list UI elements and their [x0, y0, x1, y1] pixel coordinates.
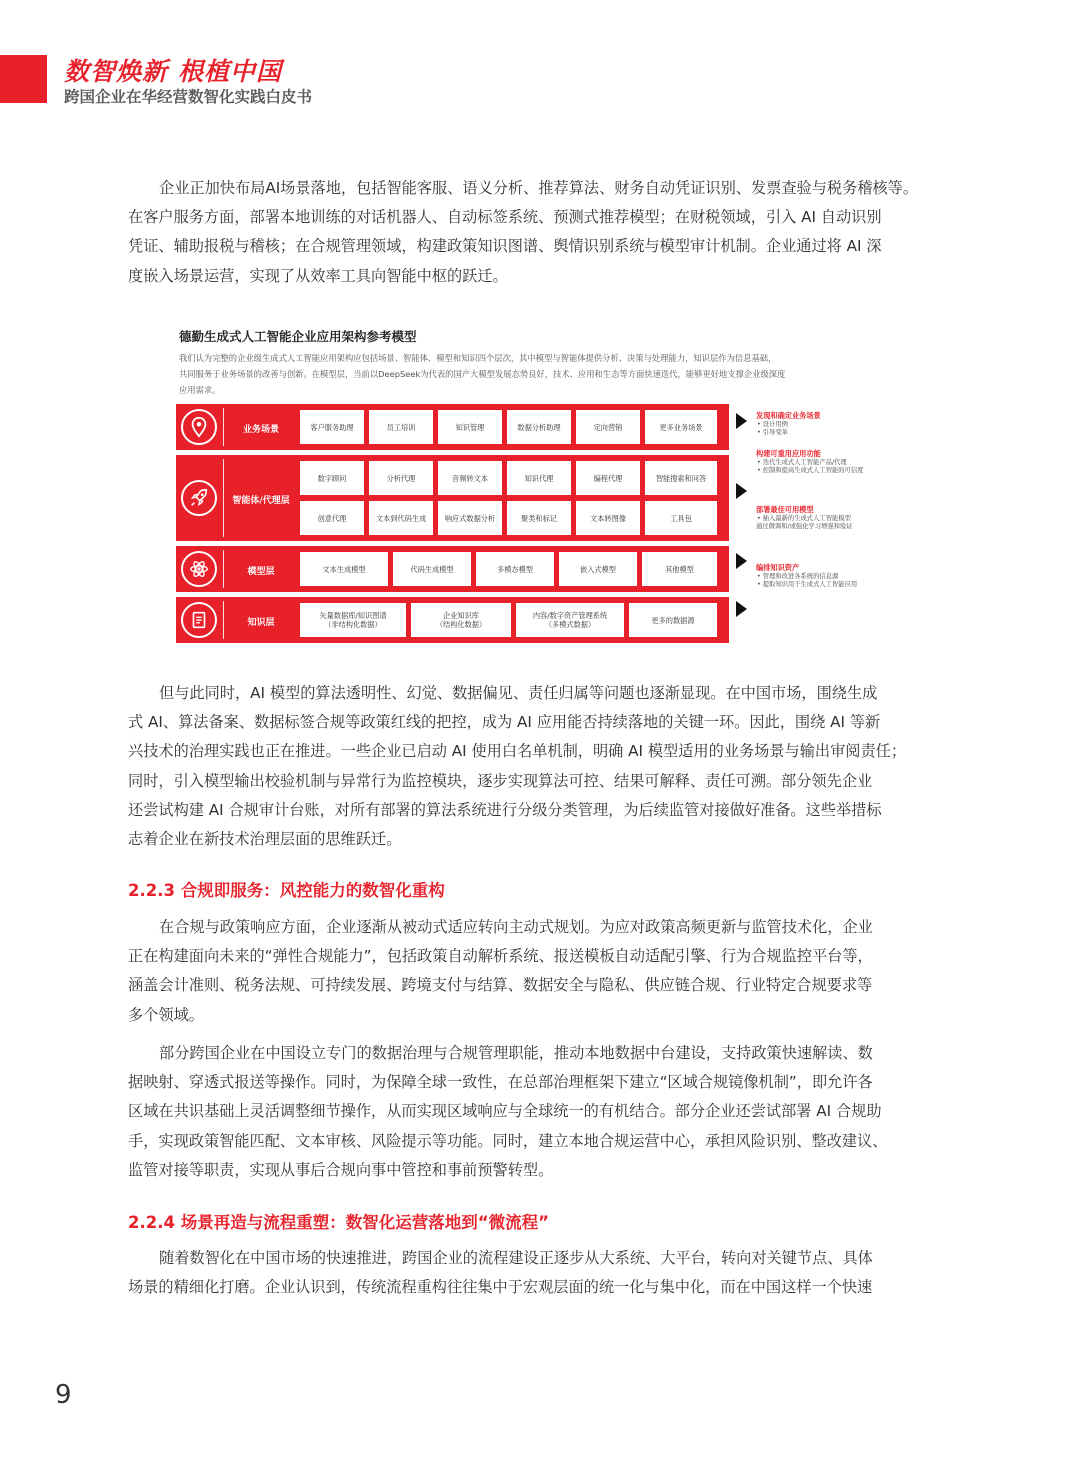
paragraph-5 [128, 1244, 926, 1302]
layer-cell: 工具包 [645, 501, 717, 535]
header-slogan [64, 52, 282, 88]
layer-cell: 分析代理 [369, 461, 433, 495]
side-note-item: • 控制和提高生成式人工智能的可信度 [757, 467, 864, 474]
header-red-block [0, 55, 47, 103]
architecture-figure [176, 324, 876, 652]
layer-cell: 聚类和标记 [507, 501, 571, 535]
document-icon [181, 602, 217, 638]
para-line: 度嵌入场景运营，实现了从效率工具向智能中枢的跃迁。 [128, 266, 508, 285]
slogan-part2: 根植中国 [178, 57, 283, 86]
side-note-text: 通过微调和/或强化学习增强和验证 [756, 523, 853, 530]
paragraph-3 [128, 913, 926, 1030]
slogan-part1: 数智焕新 [64, 57, 169, 86]
paragraph-1 [128, 174, 926, 291]
layer-cell: 音频转文本 [438, 461, 502, 495]
layer-cell: 文本生成模型 [300, 552, 388, 586]
para-line: 在客户服务方面，部署本地训练的对话机器人、自动标签系统、预测式推荐模型；在财税领域，引入 AI 自动识别 [128, 208, 882, 227]
layer-agents [176, 455, 729, 541]
layer-cell: 定向营销 [576, 410, 640, 444]
para-line: 兴技术的治理实践也正在推进。一些企业已启动 AI 使用白名单机制，明确 AI 模型适用的业务场景与输出审阅责任； [128, 742, 907, 761]
layer-cell [516, 603, 624, 637]
paragraph-4 [128, 1039, 926, 1185]
layer-cell: 响应式数据分析 [438, 501, 502, 535]
side-note-item: • 引导变革 [757, 429, 788, 436]
cell-line: （非结构化数据） [324, 620, 382, 629]
figure-title: 德勤生成式人工智能企业应用架构参考模型 [179, 329, 417, 344]
layer-cell: 创意代理 [300, 501, 364, 535]
side-note-item: • 迭代生成式人工智能产品/代理 [757, 459, 847, 466]
figure-desc-line: 共同服务于业务场景的改善与创新。在模型层，当前以DeepSeek为代表的国产大模型发展态势良好，技术、应用和生态等方面快速迭代，能够更好地支撑企业级深度 [179, 369, 786, 379]
layer-cell: 文本到代码生成 [369, 501, 433, 535]
layer-cell: 嵌入式模型 [559, 552, 637, 586]
side-note-title: 构建可重用应用功能 [756, 449, 821, 458]
side-note-item: • 提取知识用于生成式人工智能应用 [757, 581, 858, 588]
para-line: 志着企业在新技术治理层面的思维跃迁。 [128, 829, 402, 848]
arrow-right-icon [736, 553, 747, 569]
layer-business-scenarios [176, 404, 729, 450]
side-note-title: 发现和确定业务场景 [756, 411, 821, 420]
para-line: 企业正加快布局AI场景落地，包括智能客服、语义分析、推荐算法、财务自动凭证识别、发票查验与税务稽核等。 [159, 179, 919, 197]
layer-cell: 数据分析助理 [507, 410, 571, 444]
location-pin-icon [181, 409, 217, 445]
side-note [756, 412, 868, 437]
layer-cell: 文本转图像 [576, 501, 640, 535]
layer-cell: 知识管理 [438, 410, 502, 444]
side-note [756, 506, 868, 531]
para-line: 场景的精细化打磨。企业认识到，传统流程重构往往集中于宏观层面的统一化与集中化，而在中国这样一个快速 [128, 1278, 873, 1297]
cell-line: 矢量数据库/知识图谱 [319, 611, 387, 620]
arrow-right-icon [736, 601, 747, 617]
layer-name: 业务场景 [242, 425, 279, 435]
layer-cell [411, 603, 511, 637]
para-line: 同时，引入模型输出校验机制与异常行为监控模块，逐步实现算法可控、结果可解释、责任可溯。部分领先企业 [128, 771, 873, 790]
layer-cell: 更多的数据源 [629, 603, 717, 637]
side-note-title: 部署最佳可用模型 [756, 505, 814, 514]
side-note-item: • 管理和改进各系统的信息源 [757, 573, 839, 580]
side-note-item: • 设计用例 [757, 421, 788, 428]
layer-cell: 编程代理 [576, 461, 640, 495]
para-line: 式 AI、算法备案、数据标签合规等政策红线的把控，成为 AI 应用能否持续落地的关键一环。因此，围绕 AI 等新 [128, 713, 881, 732]
layer-cell [300, 603, 406, 637]
para-line: 多个领域。 [128, 1005, 204, 1024]
layer-cell: 客户服务助理 [300, 410, 364, 444]
layer-cell: 多模态模型 [476, 552, 554, 586]
para-line: 还尝试构建 AI 合规审计台账，对所有部署的算法系统进行分级分类管理，为后续监管对接做好准备。这些举措标 [128, 800, 882, 819]
layer-knowledge [176, 597, 729, 643]
figure-desc-line: 应用需求。 [179, 385, 221, 395]
para-line: 随着数智化在中国市场的快速推进，跨国企业的流程建设正逐步从大系统、大平台，转向对关键节点、具体 [159, 1249, 873, 1267]
layer-divider [223, 601, 224, 639]
para-line: 据映射、穿透式报送等操作。同时，为保障全球一致性，在总部治理框架下建立“区域合规镜像机制”，即允许各 [128, 1073, 873, 1092]
layer-divider [223, 408, 224, 446]
layer-cell: 其他模型 [642, 552, 717, 586]
layer-cell: 数字顾问 [300, 461, 364, 495]
layer-cell: 智能搜索和问答 [645, 461, 717, 495]
arrow-right-icon [736, 483, 747, 499]
layer-divider [223, 459, 224, 537]
side-note [756, 450, 868, 475]
paragraph-2 [128, 679, 926, 854]
cell-line: 企业知识库 [443, 611, 479, 620]
atom-icon [181, 551, 217, 587]
layer-models [176, 546, 729, 592]
side-note [756, 564, 868, 589]
figure-desc-line: 我们认为完整的企业级生成式人工智能应用架构应包括场景、智能体、模型和知识四个层次，其中模型与智能体提供分析、决策与处理能力，知识层作为信息基础， [179, 353, 777, 363]
para-line: 涵盖会计准则、税务法规、可持续发展、跨境支付与结算、数据安全与隐私、供应链合规、行业特定合规要求等 [128, 976, 873, 995]
layer-divider [223, 550, 224, 588]
layer-name: 知识层 [247, 618, 275, 628]
side-note-title: 编排知识资产 [756, 563, 800, 572]
para-line: 凭证、辅助报税与稽核；在合规管理领域，构建政策知识图谱、舆情识别系统与模型审计机制。企业通过将 AI 深 [128, 237, 882, 256]
para-line: 在合规与政策响应方面，企业逐渐从被动式适应转向主动式规划。为应对政策高频更新与监管技术化，企业 [159, 918, 873, 936]
page-number: 9 [55, 1380, 72, 1410]
layer-cell: 更多业务场景 [645, 410, 717, 444]
figure-description [179, 350, 869, 398]
layer-cell: 员工培训 [369, 410, 433, 444]
cell-line: （结构化数据） [435, 620, 487, 629]
layer-cell: 知识代理 [507, 461, 571, 495]
para-line: 手，实现政策智能匹配、文本审核、风险提示等功能。同时，建立本地合规运营中心，承担风险识别、整改建议、 [128, 1131, 888, 1150]
para-line: 正在构建面向未来的“弹性合规能力”，包括政策自动解析系统、报送模板自动适配引擎、行为合规监控平台等， [128, 947, 873, 966]
section-heading: 2.2.3 合规即服务：风控能力的数智化重构 [128, 881, 445, 900]
para-line: 区域在共识基础上灵活调整细节操作，从而实现区域响应与全球统一的有机结合。部分企业还尝试部署 AI 合规助 [128, 1102, 882, 1121]
arrow-right-icon [736, 413, 747, 429]
section-heading: 2.2.4 场景再造与流程重塑：数智化运营落地到“微流程” [128, 1213, 549, 1232]
side-note-item: • 插入最新的生成式人工智能模型 [757, 515, 851, 522]
para-line: 但与此同时，AI 模型的算法透明性、幻觉、数据偏见、责任归属等问题也逐渐显现。在中国市场，围绕生成 [159, 684, 878, 702]
layer-name: 智能体/代理层 [232, 496, 290, 506]
para-line: 部分跨国企业在中国设立专门的数据治理与合规管理职能，推动本地数据中台建设，支持政策快速解读、数 [159, 1044, 873, 1062]
rocket-icon [181, 480, 217, 516]
layer-name: 模型层 [247, 567, 275, 577]
header-subtitle: 跨国企业在华经营数智化实践白皮书 [64, 88, 313, 106]
cell-line: 内容/数字资产管理系统 [532, 611, 608, 620]
para-line: 监管对接等职责，实现从事后合规向事中管控和事前预警转型。 [128, 1160, 554, 1179]
cell-line: （多模式数据） [544, 620, 596, 629]
layer-cell: 代码生成模型 [393, 552, 471, 586]
